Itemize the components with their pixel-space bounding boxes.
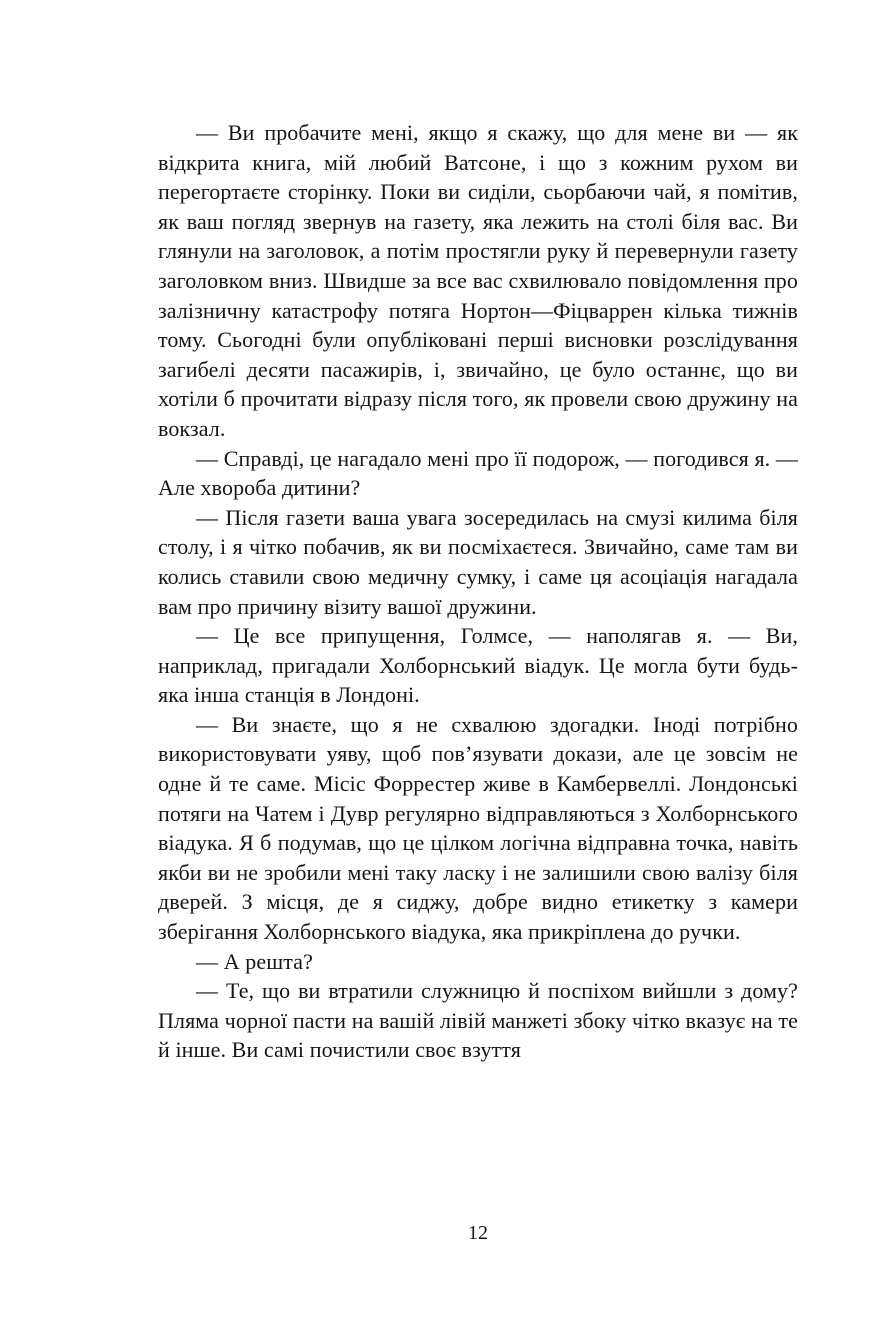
paragraph-1: — Ви пробачите мені, якщо я скажу, що для мене ви — як відкрита книга, мій любий Ватсоне, і що з кожним рухом ви перегортаєте сторінку. Поки ви сиділи, сьорбаючи чай, я помітив, як ваш погляд звернув на газету, яка лежить на столі біля вас. Ви глянули на заголовок, а потім простягли руку й перевернули газету заголовком вниз. Швидше за все вас схвилювало повідомлення про залізничну катастрофу потяга Нортон—Фіцваррен кілька тижнів тому. Сьогодні були опубліковані перші висновки розслідування загибелі десяти пасажирів, і, звичайно, це було останнє, що ви хотіли б прочитати відразу після того, як провели свою дружину на вокзал. xyxy=(158,120,798,441)
paragraph-2: — Справді, це нагадало мені про її подорож, — погодився я. — Але хвороба дитини? xyxy=(158,445,798,501)
paragraph-5: — Ви знаєте, що я не схвалюю здогадки. Іноді потрібно використовувати уяву, щоб пов’язувати докази, але це зовсім не одне й те саме. Місіс Форрестер живе в Камбервеллі. Лондонські потяги на Чатем і Дувр регулярно відправляються з Холборнського віадука. Я б подумав, що це цілком логічна відправна точка, навіть якби ви не зробили мені таку ласку і не залишили свою валізу біля дверей. З місця, де я сиджу, добре видно етикетку з камери зберігання Холборнського віадука, яка прикріплена до ручки. xyxy=(158,711,798,945)
paragraph-7: — Те, що ви втратили служницю й поспіхом вийшли з дому? Пляма чорної пасти на вашій лівій манжеті збоку чітко вказує на те й інше. Ви самі почистили своє взуття xyxy=(158,978,798,1063)
paragraph-3: — Після газети ваша увага зосередилась на смузі килима біля столу, і я чітко побачив, як ви посміхаєтеся. Звичайно, саме там ви колись ставили свою медичну сумку, і саме ця асоціація нагадала вам про причину візиту вашої дружини. xyxy=(158,504,798,619)
paragraph-4: — Це все припущення, Голмсе, — наполягав я. — Ви, наприклад, пригадали Холборнський віадук. Це могла бути будь-яка інша станція в Лондоні. xyxy=(158,623,798,708)
paragraph-6: — А решта? xyxy=(196,948,314,974)
page-number: 12 xyxy=(468,1222,488,1244)
text-block xyxy=(158,118,798,1065)
